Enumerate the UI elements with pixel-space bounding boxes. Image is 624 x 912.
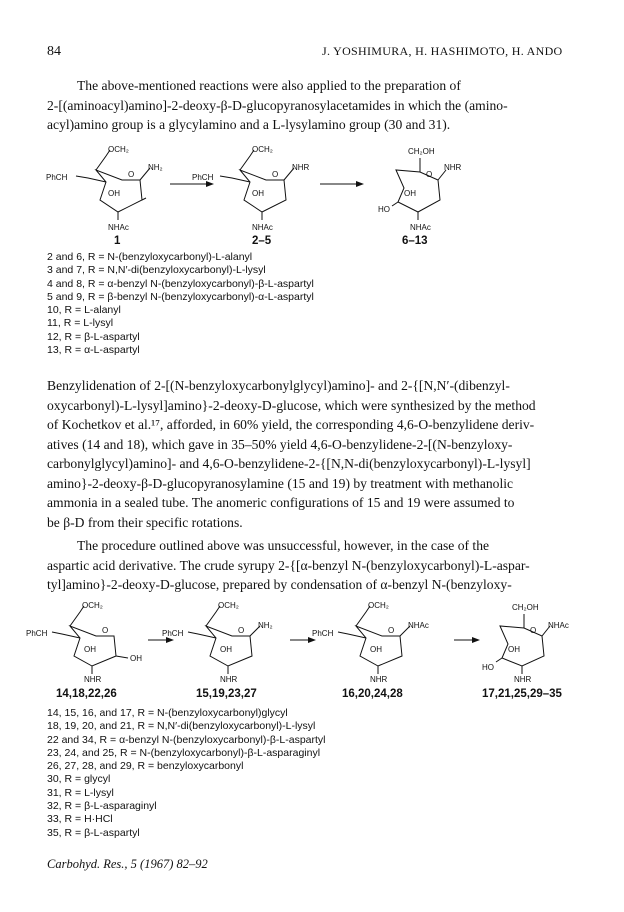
atom-label: OCH₂ (252, 145, 273, 154)
running-header-authors: J. YOSHIMURA, H. HASHIMOTO, H. ANDO (322, 44, 563, 58)
atom-label: OH (84, 645, 96, 654)
r-group-entry: 33, R = H·HCl (47, 813, 113, 826)
r-group-entry: 12, R = β-L-aspartyl (47, 330, 140, 343)
atom-label: PhCH (192, 173, 214, 182)
atom-label: NHR (514, 675, 532, 684)
atom-label: O (530, 626, 537, 635)
atom-label: NHAc (252, 223, 273, 232)
r-group-entry: 23, 24, and 25, R = N-(benzyloxycarbonyl)-β-L-asparaginyl (47, 746, 321, 759)
atom-label: OCH₂ (108, 145, 129, 154)
atom-label: NHAc (108, 223, 129, 232)
atom-label: NHR (444, 163, 462, 172)
atom-label: O (238, 626, 245, 635)
reaction-scheme-2 (0, 598, 624, 682)
r-group-entry: 13, R = α-L-aspartyl (47, 344, 140, 357)
paragraph-2-line: atives (14 and 18), which gave in 35–50% yield 4,6-O-benzylidene-2-[(N-benzyloxy- (47, 436, 513, 452)
atom-label: OCH₂ (218, 601, 239, 610)
atom-label: PhCH (312, 629, 334, 638)
paragraph-2-line: carbonylglycyl)amino]- and 4,6-O-benzylidene-2-{[N,N-di(benzyloxycarbonyl)-L-lysyl] (47, 456, 531, 471)
atom-label: OCH₂ (82, 601, 103, 610)
compound-label: 1 (114, 235, 121, 247)
paragraph-1-line: acyl)amino group is a glycylamino and a L-lysylamino group (30 and 31). (47, 117, 451, 132)
compound-label: 16,20,24,28 (342, 688, 403, 700)
paragraph-2-line: Benzylidenation of 2-[(N-benzyloxycarbonylglycyl)amino]- and 2-{[N,N′-(dibenzyl- (47, 378, 510, 393)
atom-label: NHAc (408, 621, 429, 630)
r-group-entry: 26, 27, 28, and 29, R = benzyloxycarbonyl (47, 760, 244, 773)
atom-label: PhCH (46, 173, 68, 182)
paragraph-1-line: 2-[(aminoacyl)amino]-2-deoxy-β-D-glucopyranosylacetamides in which the (amino- (47, 97, 508, 113)
atom-label: OH (108, 189, 120, 198)
journal-footer: Carbohyd. Res., 5 (1967) 82–92 (47, 857, 208, 871)
paragraph-3-line: tyl]amino}-2-deoxy-D-glucose, prepared by condensation of α-benzyl N-(benzyloxy- (47, 577, 512, 592)
compound-label: 15,19,23,27 (196, 688, 257, 700)
r-group-entry: 30, R = glycyl (47, 773, 111, 786)
atom-label: NH₂ (258, 621, 273, 630)
atom-label: HO (378, 205, 390, 214)
paragraph-1 (47, 76, 577, 135)
atom-label: NHR (220, 675, 238, 684)
paragraph-1-line: The above-mentioned reactions were also applied to the preparation of (77, 78, 461, 93)
r-group-entry: 18, 19, 20, and 21, R = N,N′-di(benzyloxycarbonyl)-L-lysyl (47, 720, 316, 733)
atom-label: PhCH (26, 629, 48, 638)
atom-label: NHAc (410, 223, 431, 232)
r-group-list-2 (47, 707, 326, 840)
paragraph-2-line: be β-D from their specific rotations. (47, 514, 243, 530)
compound-label: 14,18,22,26 (56, 688, 117, 700)
atom-label: NHR (370, 675, 388, 684)
compound-label: 2–5 (252, 235, 272, 247)
atom-label: O (426, 170, 433, 179)
atom-label: O (102, 626, 109, 635)
atom-label: HO (482, 663, 494, 672)
atom-label: NHAc (548, 621, 569, 630)
reaction-scheme-1 (0, 140, 624, 230)
r-group-entry: 14, 15, 16, and 17, R = N-(benzyloxycarbonyl)glycyl (47, 707, 288, 719)
atom-label: O (128, 170, 135, 179)
r-group-entry: 4 and 8, R = α-benzyl N-(benzyloxycarbonyl)-β-L-aspartyl (47, 277, 314, 290)
paragraph-2-line: amino}-2-deoxy-β-D-glucopyranosylamine (15 and 19) by treatment with methanolic (47, 475, 514, 491)
atom-label: CH₂OH (408, 147, 435, 156)
atom-label: OCH₂ (368, 601, 389, 610)
atom-label: O (272, 170, 279, 179)
atom-label: OH (404, 189, 416, 198)
compound-label: 17,21,25,29–35 (482, 688, 562, 700)
r-group-entry: 32, R = β-L-asparaginyl (47, 800, 157, 813)
r-group-list-1 (47, 251, 314, 357)
atom-label: NH₂ (148, 163, 163, 172)
paragraph-2 (47, 376, 577, 532)
r-group-entry: 31, R = L-lysyl (47, 786, 114, 799)
page-number: 84 (47, 44, 61, 59)
paragraph-2-line: of Kochetkov et al.¹⁷, afforded, in 60% yield, the corresponding 4,6-O-benzylidene deriv- (47, 417, 535, 432)
atom-label: NHR (84, 675, 102, 684)
r-group-entry: 10, R = L-alanyl (47, 304, 121, 317)
r-group-entry: 11, R = L-lysyl (47, 317, 114, 330)
r-group-entry: 3 and 7, R = N,N′-di(benzyloxycarbonyl)-L-lysyl (47, 264, 266, 277)
atom-label: PhCH (162, 629, 184, 638)
compound-label: 6–13 (402, 235, 428, 247)
atom-label: OH (370, 645, 382, 654)
atom-label: OH (252, 189, 264, 198)
paragraph-2-line: oxycarbonyl)-L-lysyl]amino}-2-deoxy-D-glucose, which were synthesized by the method (47, 397, 536, 413)
r-group-entry: 22 and 34, R = α-benzyl N-(benzyloxycarbonyl)-β-L-aspartyl (47, 733, 326, 746)
atom-label: OH (130, 654, 142, 663)
atom-label: NHR (292, 163, 310, 172)
paragraph-3 (47, 536, 577, 595)
paragraph-3-line: The procedure outlined above was unsuccessful, however, in the case of the (77, 538, 490, 553)
paragraph-2-line: ammonia in a sealed tube. The anomeric configurations of 15 and 19 were assumed to (47, 495, 515, 510)
r-group-entry: 5 and 9, R = β-benzyl N-(benzyloxycarbonyl)-α-L-aspartyl (47, 290, 314, 303)
atom-label: O (388, 626, 395, 635)
r-group-entry: 35, R = β-L-aspartyl (47, 826, 140, 839)
atom-label: OH (220, 645, 232, 654)
paragraph-3-line: aspartic acid derivative. The crude syrupy 2-{[α-benzyl N-(benzyloxycarbonyl)-L-aspar- (47, 557, 530, 573)
atom-label: CH₂OH (512, 603, 539, 612)
atom-label: OH (508, 645, 520, 654)
r-group-entry: 2 and 6, R = N-(benzyloxycarbonyl)-L-alanyl (47, 251, 253, 263)
